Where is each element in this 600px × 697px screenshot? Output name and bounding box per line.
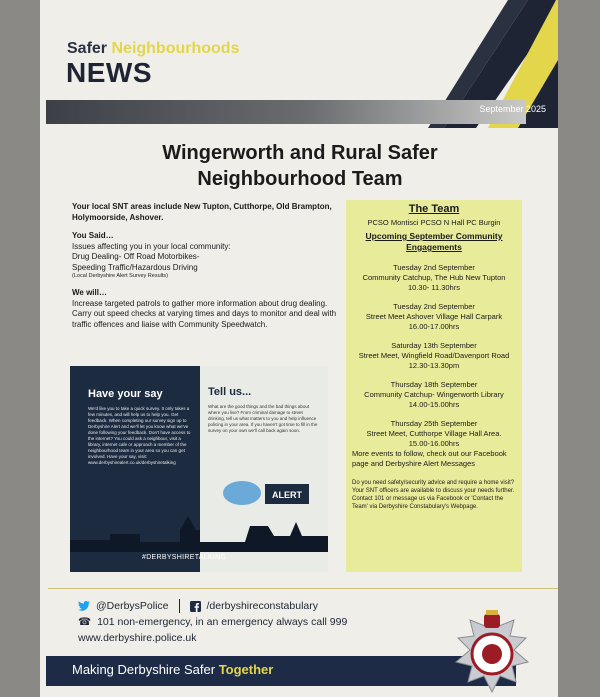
poster-right-text: What are the good things and the bad things about where you live? From criminal damage to street drinking, tell us what matters to you and help influence policing in your area. If you haven't got time to fill in the survey on your own we'll call back again soon.: [208, 404, 318, 433]
poster-hashtag: #DERBYSHIRETALKING: [142, 554, 227, 561]
we-will-heading: We will…: [72, 288, 107, 297]
you-said-heading: You Said…: [72, 231, 114, 240]
footer-divider: [48, 588, 558, 589]
website-link[interactable]: www.derbyshire.police.uk: [78, 632, 197, 644]
home-visit-text: Do you need safety/security advice and require a home visit? Your SNT officers are available to discuss your needs further. Contact 101 or message us via Facebook or 'Contact the Team' via Derbyshire Constabulary's Webpage.: [352, 480, 515, 510]
facebook-icon: [190, 601, 201, 612]
engagements-heading: Upcoming September Community Engagements: [365, 231, 503, 252]
svg-text:ALERT: ALERT: [272, 490, 302, 500]
team-heading: The Team: [408, 203, 460, 215]
police-crest-icon: [450, 610, 534, 696]
facebook-handle: /derbyshireconstabulary: [206, 600, 318, 612]
twitter-icon: [78, 601, 90, 611]
alert-logo-icon: [265, 484, 309, 504]
survey-source: (Local Derbyshire Alert Survey Results): [72, 273, 168, 279]
tagline: Making Derbyshire Safer Together: [72, 662, 274, 677]
more-events-text: More events to follow, check out our Facebook page and Derbyshire Alert Messages: [352, 449, 507, 468]
social-row: [78, 598, 347, 614]
event-item: Tuesday 2nd September Community Catchup, The Hub New Tupton 10.30- 11.30hrs: [362, 263, 506, 292]
phone-text: 101 non-emergency, in an emergency always call 999: [97, 616, 348, 628]
event-item: Thursday 18th September Community Catchup- Wingerworth Library 14.00-15.00hrs: [364, 380, 504, 409]
newsletter-page: [40, 0, 558, 697]
survey-poster: [70, 366, 328, 572]
team-members: PCSO Montisci PCSO N Hall PC Burgin: [367, 218, 501, 227]
contact-footer: [78, 598, 347, 646]
areas-text: Your local SNT areas include New Tupton, Cutthorpe, Old Brampton, Holymoorside, Ashover.: [72, 202, 332, 222]
brand-news: NEWS: [66, 57, 152, 88]
header-bar: [46, 100, 526, 124]
page-title: Wingerworth and Rural Safer Neighbourhood Team: [162, 142, 438, 190]
event-item: Saturday 13th September Street Meet, Wingfield Road/Davenport Road 12.30-13.30pm: [358, 341, 510, 370]
issue-date: September 2025: [479, 104, 546, 114]
event-item: Tuesday 2nd September Street Meet Ashover Village Hall Carpark 16.00-17.00hrs: [365, 302, 503, 331]
we-will-item: Carry out speed checks at varying times and days to monitor and deal with traffic offences and liaise with Community Speedwatch.: [72, 309, 337, 329]
poster-have-your-say: Have your say: [88, 388, 163, 400]
you-said-item: Speeding Traffic/Hazardous Driving: [72, 262, 198, 272]
we-will-item: Increase targeted patrols to gather more information about drug dealing.: [72, 298, 328, 308]
event-item: Thursday 25th September Street Meet, Cutthorpe Village Hall Area. 15.00-16.00hrs: [366, 419, 502, 448]
you-said-intro: Issues affecting you in your local community:: [72, 241, 231, 251]
poster-left-text: We'd like you to take a quick survey. It only takes a few minutes, and will help us to help you. Get feedback. When completing our survey sign up to Derbyshire Alert and we'll let you know what we've done following your feedback. Don't have access to the internet? You could ask a neighbour, visit a library, internet cafe or approach a member of the neighbourhood team in your area so you can get involved. Have your say, visit: www.derbyshirealert.co.uk/derbyshiretalking: [88, 406, 191, 465]
bubble-logo-icon: [222, 480, 262, 506]
tagline-bar: [46, 656, 516, 686]
skyline-icon: [70, 506, 328, 552]
team-sidebar: [346, 200, 522, 572]
you-said-item: Drug Dealing- Off Road Motorbikes-: [72, 252, 200, 261]
phone-icon: ☎: [78, 616, 92, 628]
main-column: [72, 202, 337, 330]
brand-safer-neighbourhoods: Safer Neighbourhoods: [67, 40, 240, 57]
masthead: [40, 0, 558, 128]
poster-tell-us: Tell us...: [208, 386, 252, 398]
phone-row: [78, 614, 347, 630]
twitter-handle: @DerbysPolice: [96, 600, 169, 612]
